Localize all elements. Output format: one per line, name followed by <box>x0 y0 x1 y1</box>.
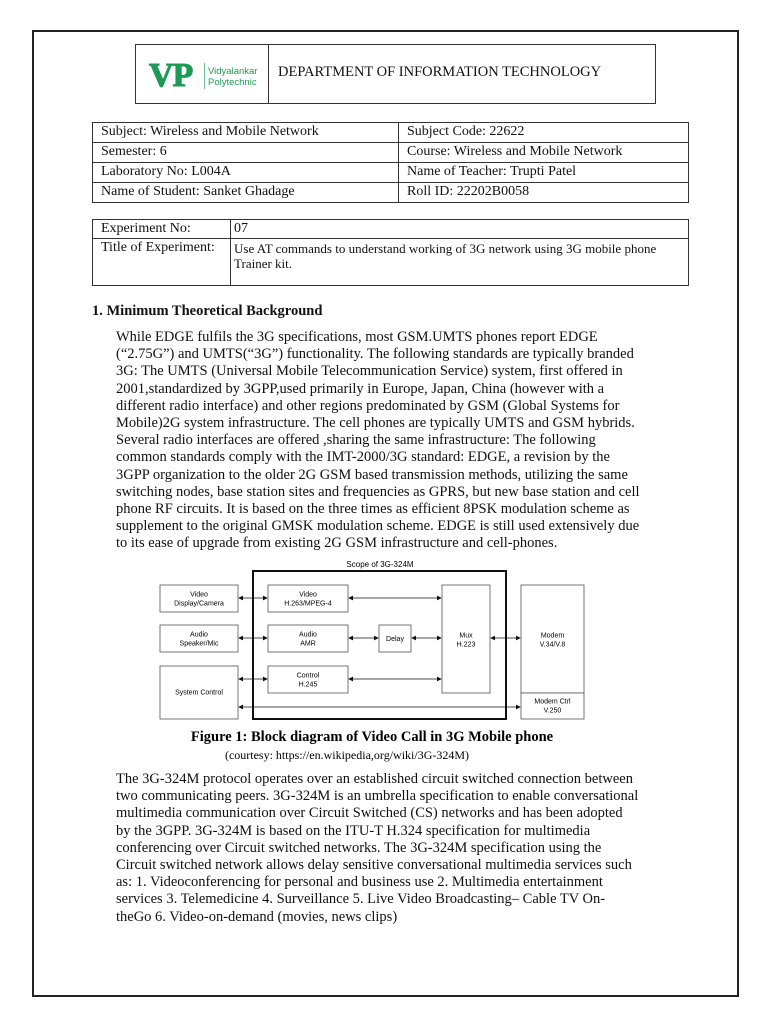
text-line: supplement to the original GMSK modulation scheme. EDGE is still used extensively due <box>116 518 640 535</box>
text-line: switching nodes, base station sites and frequencies as GPRS, but new base station and cell <box>116 483 640 500</box>
section-heading: 1. Minimum Theoretical Background <box>92 303 323 319</box>
control-label: H.245 <box>298 681 318 689</box>
text-line: (“2.75G”) and UMTS(“3G”) functionality. The following standards are typically branded <box>116 346 634 363</box>
text-line: as: 1. Videoconferencing for personal and business use 2. Multimedia entertainment <box>116 874 603 891</box>
subject-code: Subject Code: 22622 <box>399 123 689 143</box>
text-line: multimedia communication over Circuit Switched (CS) networks and has been adopted <box>116 805 623 822</box>
text-line: by the 3GPP. 3G-324M is based on the ITU-T H.324 specification for multimedia <box>116 822 591 839</box>
text-line: Several radio interfaces are offered ,sharing the same infrastructure: The following <box>116 432 596 449</box>
course: Course: Wireless and Mobile Network <box>399 143 689 163</box>
text-line: two communicating peers. 3G-324M is an umbrella specification to enable conversational <box>116 788 639 805</box>
logo-name-1: Vidyalankar <box>208 66 258 77</box>
video-dev-label: Display/Camera <box>174 600 224 608</box>
video-codec-label: Video <box>299 591 317 599</box>
experiment-title-label: Title of Experiment: <box>93 239 231 286</box>
text-line: 2001,standardized by 3GPP,used primarily in Europe, Japan, China (however with a <box>116 380 605 397</box>
video-dev-label: Video <box>190 591 208 599</box>
text-line: theGo 6. Video-on-demand (movies, news clips) <box>116 908 398 925</box>
audio-dev-label: Speaker/Mic <box>179 640 219 648</box>
video-dev-box <box>160 585 238 612</box>
text-line: to its ease of upgrade from existing 2G GSM infrastructure and cell-phones. <box>116 535 558 552</box>
text-line: 3G: The UMTS (Universal Mobile Telecommunication Service) system, first offered in <box>116 363 623 380</box>
laboratory-no: Laboratory No: L004A <box>93 163 399 183</box>
modem-ctrl-box <box>521 693 584 719</box>
audio-codec-box <box>268 625 348 652</box>
logo-letters: VP <box>149 57 193 94</box>
roll-id: Roll ID: 22202B0058 <box>399 183 689 203</box>
scope-label: Scope of 3G-324M <box>346 560 414 569</box>
delay-label: Delay <box>386 636 404 643</box>
text-line: 3GPP organization to the older 2G GSM based transmission methods, utilizing the same <box>116 466 628 483</box>
department-title: DEPARTMENT OF INFORMATION TECHNOLOGY <box>278 64 602 80</box>
audio-dev-box <box>160 625 238 652</box>
subject: Subject: Wireless and Mobile Network <box>93 123 399 143</box>
figure-courtesy: (courtesy: https://en.wikipedia,org/wiki/3G-324M) <box>224 748 470 762</box>
experiment-no-label: Experiment No: <box>93 220 231 239</box>
control-box <box>268 666 348 693</box>
figure-caption: Figure 1: Block diagram of Video Call in 3G Mobile phone <box>190 729 554 745</box>
modem-label: V.34/V.8 <box>539 641 566 649</box>
semester: Semester: 6 <box>93 143 399 163</box>
text-line: services 3. Telemedicine 4. Surveillance 5. Live Video Broadcasting– Cable TV On- <box>116 891 606 908</box>
mux-label: Mux <box>459 632 473 640</box>
text-line: The 3G-324M protocol operates over an established circuit switched connection between <box>116 771 633 787</box>
experiment-title: Use AT commands to understand working of 3G network using 3G mobile phone Trainer kit. <box>231 239 689 286</box>
student-name: Name of Student: Sanket Ghadage <box>93 183 399 203</box>
text-line: While EDGE fulfils the 3G specifications, most GSM.UMTS phones report EDGE <box>116 329 598 345</box>
logo-name-2: Polytechnic <box>208 77 257 88</box>
control-label: Control <box>296 672 320 680</box>
text-line: different radio interface) and other regions predominated by GSM (Global Systems for <box>116 397 620 414</box>
modem-label: Modem <box>540 632 565 640</box>
text-line: Circuit switched network allows delay sensitive conversational multimedia services such <box>116 857 632 874</box>
teacher-name: Name of Teacher: Trupti Patel <box>399 163 689 183</box>
audio-codec-label: Audio <box>299 631 317 639</box>
text-line: Mobile)2G system infrastructure. The cell phones are typically UMTS and GSM hybrids. <box>116 415 635 432</box>
text-line: phone RF circuits. It is based on the three times as efficient 8PSK modulation scheme as <box>116 501 630 518</box>
audio-codec-label: AMR <box>300 640 316 648</box>
text-line: conferencing over Circuit switched networks. The 3G-324M specification using the <box>116 839 602 856</box>
video-codec-box <box>268 585 348 612</box>
audio-dev-label: Audio <box>190 631 208 639</box>
modem-ctrl-label: Modem Ctrl <box>534 698 571 706</box>
modem-ctrl-label: V.250 <box>543 707 562 715</box>
protocol-paragraph <box>116 771 638 926</box>
mux-label: H.223 <box>456 641 476 649</box>
sys-label: System Control <box>175 689 223 697</box>
video-codec-label: H.263/MPEG-4 <box>284 600 332 608</box>
text-line: common standards comply with the IMT-2000/3G standard: EDGE, a revision by the <box>116 449 610 466</box>
experiment-no: 07 <box>231 220 689 239</box>
